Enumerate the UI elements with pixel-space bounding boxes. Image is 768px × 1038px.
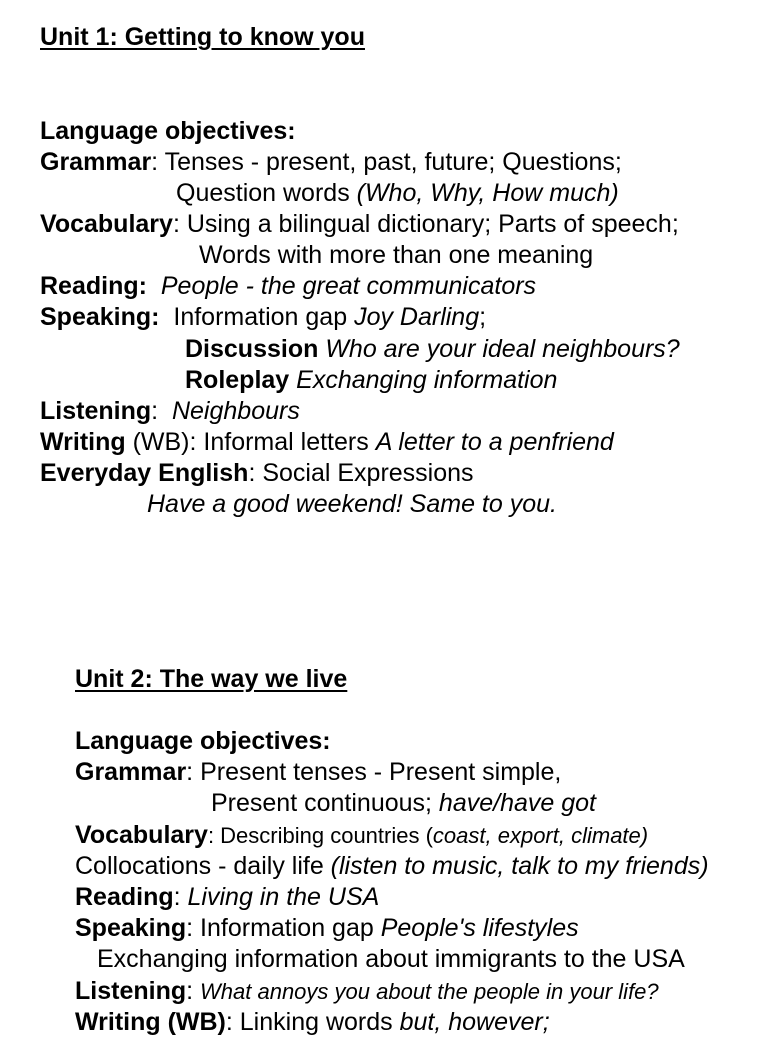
unit1-everyday-label: Everyday English xyxy=(40,459,249,487)
unit2-title: Unit 2: The way we live xyxy=(75,665,348,693)
unit1-reading-italic: People - the great communicators xyxy=(160,272,537,300)
unit1-roleplay-label: Roleplay xyxy=(185,366,290,394)
unit1-writing-italic: A letter to a penfriend xyxy=(375,428,614,456)
unit2-reading-label: Reading xyxy=(75,883,174,911)
unit2-collocations-text: Collocations - daily life xyxy=(75,852,331,880)
unit1-listening-italic: Neighbours xyxy=(171,397,300,425)
unit1-listening-colon: : xyxy=(151,397,159,425)
unit2-speaking-italic: People's lifestyles xyxy=(380,914,579,942)
unit1-roleplay-italic: Exchanging information xyxy=(296,366,558,394)
unit2-vocab-line xyxy=(75,820,648,851)
unit1-everyday-text: : Social Expressions xyxy=(248,459,474,487)
unit1-grammar-cont: Question words xyxy=(176,179,357,207)
unit2-writing-label: Writing (WB) xyxy=(75,1008,226,1036)
unit1-objectives-heading: Language objectives: xyxy=(40,117,296,145)
unit2-collocations-italic: (listen to music, talk to my friends) xyxy=(330,852,709,880)
unit1-reading-label: Reading: xyxy=(40,272,147,300)
unit2-objectives-heading: Language objectives: xyxy=(75,727,331,755)
unit2-speaking-line xyxy=(75,913,579,944)
unit1-everyday-line xyxy=(40,458,474,489)
unit1-reading-line xyxy=(40,271,536,302)
unit1-grammar-line xyxy=(40,147,622,178)
unit2-writing-line xyxy=(75,1007,550,1038)
unit1-roleplay-line xyxy=(185,365,557,396)
unit2-collocations-line xyxy=(75,851,709,882)
unit1-grammar-cont-line xyxy=(176,178,619,209)
unit2-speaking-text: : Information gap xyxy=(186,914,381,942)
unit1-grammar-text: : Tenses - present, past, future; Questions; xyxy=(151,148,622,176)
unit1-vocab-label: Vocabulary xyxy=(40,210,173,238)
unit2-grammar-label: Grammar xyxy=(75,758,187,786)
unit1-title: Unit 1: Getting to know you xyxy=(40,23,365,51)
unit1-discussion-line xyxy=(185,334,680,365)
unit1-writing-label: Writing xyxy=(40,428,126,456)
unit2-vocab-label: Vocabulary xyxy=(75,821,208,849)
unit1-grammar-label: Grammar xyxy=(40,148,152,176)
unit1-grammar-cont-italic: (Who, Why, How much) xyxy=(356,179,619,207)
unit2-grammar-line xyxy=(75,757,561,788)
unit1-speaking-italic: Joy Darling xyxy=(354,303,480,331)
unit2-reading-line xyxy=(75,882,379,913)
unit1-speaking-label: Speaking: xyxy=(40,303,160,331)
unit2-vocab-italic: coast, export, climate) xyxy=(432,823,649,848)
unit2-listening-label: Listening xyxy=(75,977,187,1005)
unit2-grammar-cont-line xyxy=(211,788,596,819)
unit2-speaking-label: Speaking xyxy=(75,914,187,942)
unit1-vocab-line xyxy=(40,209,679,240)
unit1-listening-label: Listening xyxy=(40,397,152,425)
unit2-reading-italic: Living in the USA xyxy=(187,883,380,911)
unit1-speaking-line xyxy=(40,302,486,333)
unit1-vocab-text: : Using a bilingual dictionary; Parts of speech; xyxy=(172,210,679,238)
unit1-writing-line xyxy=(40,427,614,458)
unit1-vocab-cont: Words with more than one meaning xyxy=(199,241,594,269)
unit1-writing-text: (WB): Informal letters xyxy=(125,428,376,456)
unit1-listening-line xyxy=(40,396,300,427)
unit2-writing-italic: but, however; xyxy=(399,1008,550,1036)
unit2-writing-text: : Linking words xyxy=(225,1008,400,1036)
unit2-grammar-text: : Present tenses - Present simple, xyxy=(186,758,562,786)
unit1-discussion-label: Discussion xyxy=(185,335,319,363)
unit2-speaking-cont: Exchanging information about immigrants to the USA xyxy=(97,945,685,973)
unit2-listening-italic: What annoys you about the people in your life? xyxy=(200,979,659,1004)
unit1-discussion-italic: Who are your ideal neighbours? xyxy=(325,335,680,363)
unit2-grammar-cont: Present continuous; xyxy=(211,789,439,817)
unit2-listening-line xyxy=(75,976,659,1007)
unit2-vocab-text: : Describing countries ( xyxy=(207,823,433,848)
unit2-grammar-cont-italic: have/have got xyxy=(438,789,596,817)
unit2-reading-colon: : xyxy=(173,883,188,911)
unit1-speaking-text: Information gap xyxy=(173,303,355,331)
unit1-everyday-example: Have a good weekend! Same to you. xyxy=(147,490,557,518)
unit1-speaking-end: ; xyxy=(479,303,487,331)
unit2-listening-colon: : xyxy=(186,977,201,1005)
